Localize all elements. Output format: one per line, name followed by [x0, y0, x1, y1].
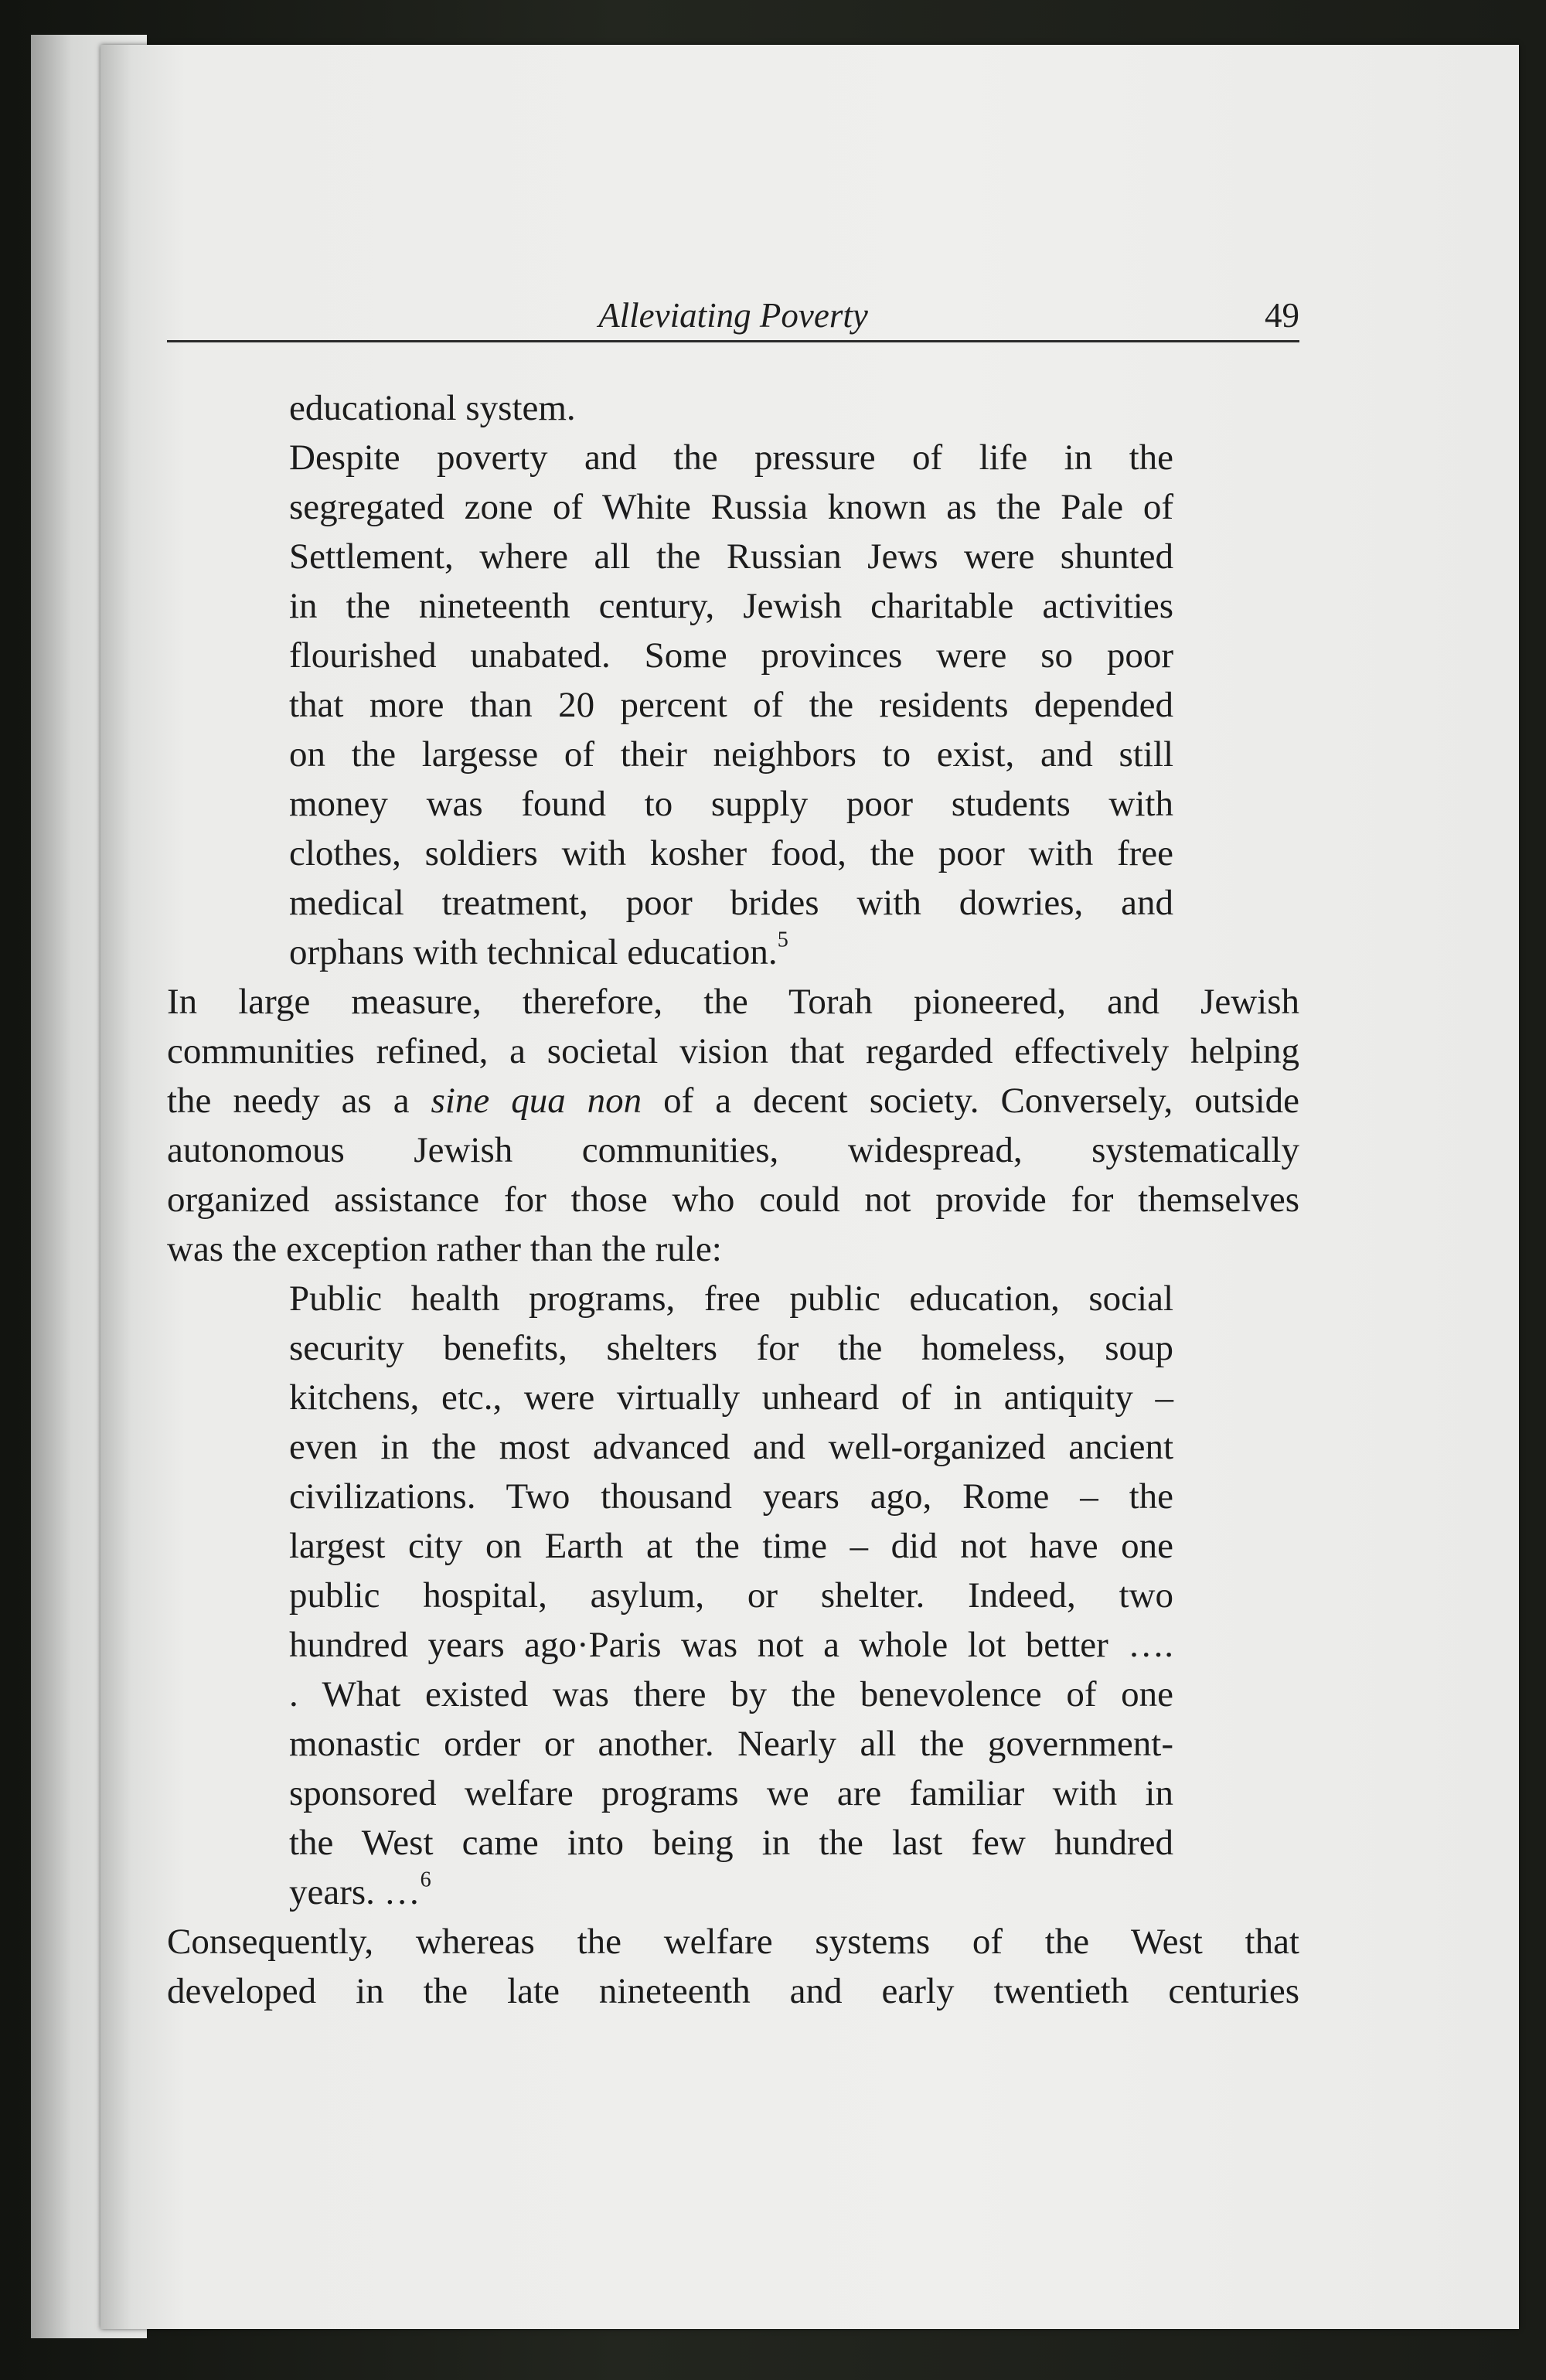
quote-line: kitchens, etc., were virtually unheard of in antiquity –: [289, 1377, 1173, 1418]
quote-line: Public health programs, free public education, social: [289, 1279, 1173, 1319]
text-line: was the exception rather than the rule:: [167, 1229, 722, 1269]
text-line: medical treatment, poor brides with dowries, and: [289, 883, 1173, 923]
quote-line: largest city on Earth at the time – did not have one: [289, 1526, 1173, 1566]
quote-line: public hospital, asylum, or shelter. Indeed, two: [289, 1575, 1173, 1616]
text-line: Consequently, whereas the welfare systems of the West that: [167, 1922, 1299, 1962]
line-text: orphans with technical education.: [289, 932, 778, 972]
quote-line: even in the most advanced and well-organized ancient: [289, 1427, 1173, 1467]
text-line: on the largesse of their neighbors to exist, and still: [289, 734, 1173, 775]
quote-line: civilizations. Two thousand years ago, Rome – the: [289, 1476, 1173, 1517]
text-line: flourished unabated. Some provinces were so poor: [289, 635, 1173, 676]
text-line: educational system.: [289, 388, 576, 428]
line-text: of a decent society. Conversely, outside: [663, 1081, 1300, 1121]
line-text: years. …: [289, 1872, 421, 1912]
quote-line: . What existed was there by the benevolence of one: [289, 1674, 1173, 1714]
quote-line: security benefits, shelters for the homeless, soup: [289, 1328, 1173, 1368]
quote-line: [289, 1868, 1173, 1914]
text-line: segregated zone of White Russia known as the Pale of: [289, 487, 1173, 527]
text-line: In large measure, therefore, the Torah pioneered, and Jewish: [167, 982, 1299, 1022]
text-line: Settlement, where all the Russian Jews were shunted: [289, 536, 1173, 577]
footnote-ref: 5: [777, 928, 788, 952]
quote-line: monastic order or another. Nearly all the government-: [289, 1724, 1173, 1764]
running-title: Alleviating Poverty: [598, 296, 868, 335]
text-line: in the nineteenth century, Jewish charitable activities: [289, 586, 1173, 626]
text-line: autonomous Jewish communities, widespread, systematically: [167, 1130, 1299, 1170]
text-line: [289, 928, 1173, 974]
running-header: [167, 292, 1299, 342]
line-text: the needy as a: [167, 1081, 410, 1121]
page-number: 49: [1265, 296, 1299, 335]
quote-line: sponsored welfare programs we are familiar with in: [289, 1773, 1173, 1813]
latin-phrase: sine qua non: [431, 1081, 642, 1121]
text-line: [167, 1079, 1299, 1122]
text-line: money was found to supply poor students with: [289, 784, 1173, 824]
quote-line: the West came into being in the last few hundred: [289, 1823, 1173, 1863]
text-line: clothes, soldiers with kosher food, the poor with free: [289, 833, 1173, 873]
text-line: that more than 20 percent of the residents depended: [289, 685, 1173, 725]
quote-line: hundred years ago·Paris was not a whole lot better ….: [289, 1625, 1173, 1665]
text-line: Despite poverty and the pressure of life in the: [289, 438, 1173, 478]
text-line: organized assistance for those who could not provide for themselves: [167, 1180, 1299, 1220]
text-line: developed in the late nineteenth and early twentieth centuries: [167, 1971, 1299, 2011]
text-line: communities refined, a societal vision that regarded effectively helping: [167, 1031, 1299, 1071]
footnote-ref: 6: [420, 1868, 431, 1892]
